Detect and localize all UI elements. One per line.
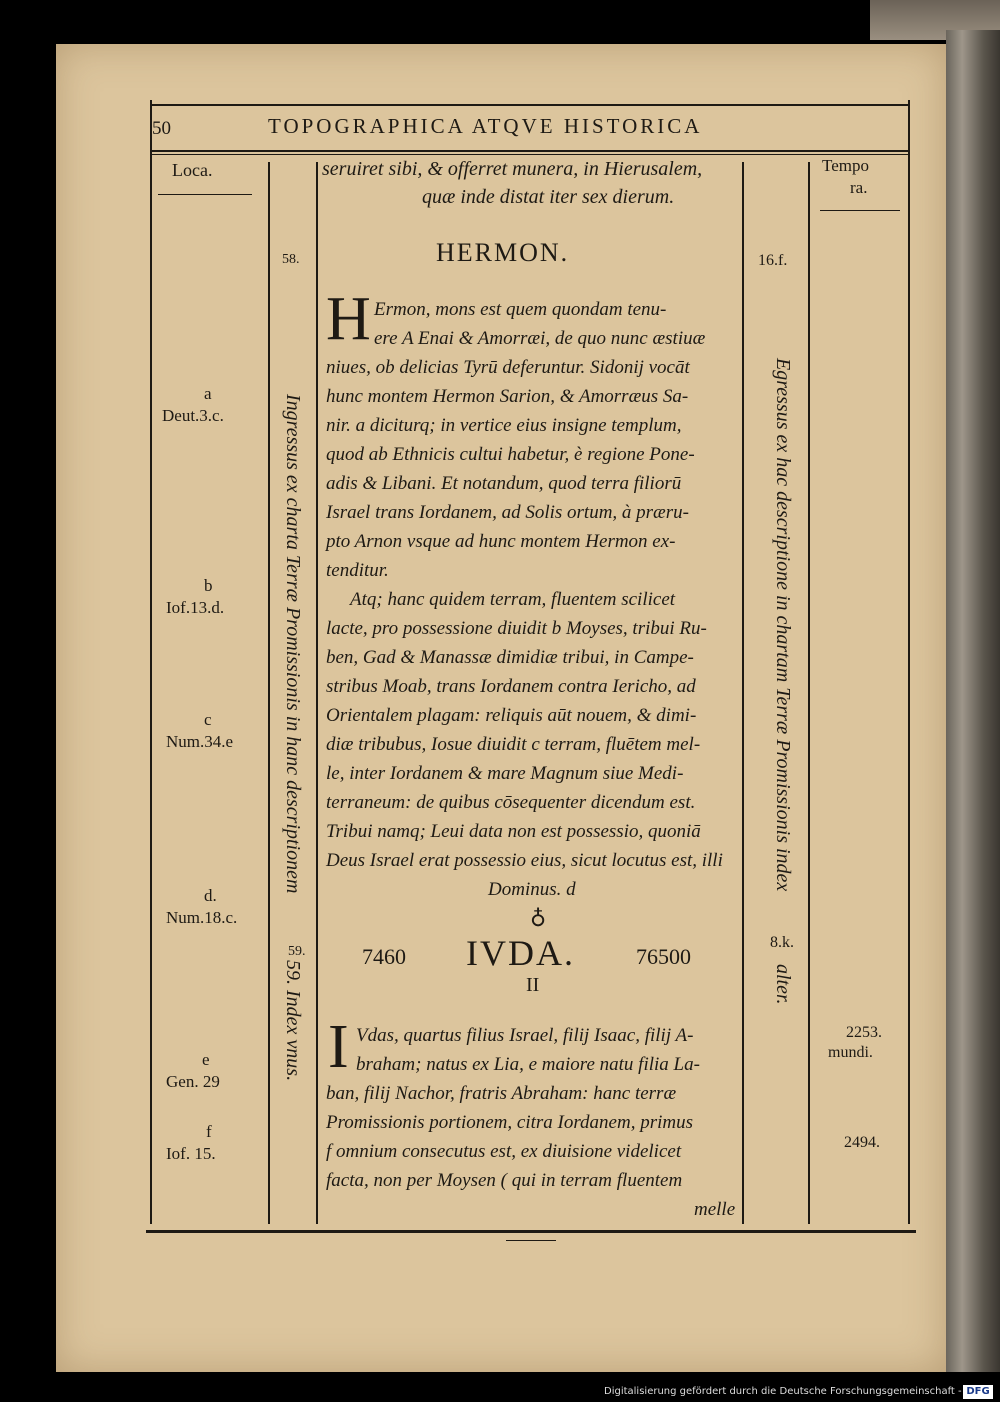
hermon-line: hunc montem Hermon Sarion, & Amorræus Sa-	[326, 386, 689, 407]
intro-line-1: seruiret sibi, & offerret munera, in Hierusalem,	[322, 158, 703, 180]
planet-symbol: ♁	[530, 906, 547, 931]
hermon-line: niues, ob delicias Tyrū deferuntur. Sidonij vocāt	[326, 357, 690, 378]
note-ref: Num.18.c.	[166, 908, 238, 927]
iuda-catchword: melle	[694, 1199, 736, 1220]
hermon-line: Orientalem plagam: reliquis aūt nouem, & dimi-	[326, 705, 697, 726]
iuda-number-left: 7460	[362, 944, 406, 969]
note-letter: c	[204, 710, 212, 729]
note-ref: Iof.13.d.	[166, 598, 225, 617]
hermon-drop-cap: H	[326, 285, 371, 353]
hermon-line: stribus Moab, trans Iordanem contra Iericho, ad	[326, 676, 696, 697]
loca-underline	[158, 194, 252, 195]
hermon-line: diæ tribubus, Iosue diuidit c terram, fluētem mel-	[326, 734, 701, 755]
note-ref: d.	[204, 886, 217, 905]
note-letter: b	[204, 576, 213, 595]
iuda-number-right: 76500	[636, 944, 691, 969]
book-edge-right	[946, 30, 1000, 1372]
hermon-line: Israel trans Iordanem, ad Solis ortum, à præru-	[326, 502, 689, 523]
col-rule-4	[808, 162, 810, 1224]
tempora-underline	[820, 210, 900, 211]
vertical-index-right-tail: alter.	[772, 964, 794, 1005]
hermon-line: adis & Libani. Et notandum, quod terra filiorū	[326, 473, 682, 494]
year-note: 2253.	[846, 1024, 882, 1041]
note-letter: e	[202, 1050, 210, 1069]
year-note-label: mundi.	[828, 1044, 873, 1061]
hermon-line: terraneum: de quibus cōsequenter dicendum est.	[326, 792, 696, 813]
column-label-tempora-1: Tempo	[822, 156, 869, 175]
year-note: 2494.	[844, 1134, 880, 1151]
dfg-logo: DFG	[963, 1385, 993, 1399]
hermon-line: pto Arnon vsque ad hunc montem Hermon ex-	[326, 531, 676, 552]
catchword-rule	[506, 1240, 556, 1241]
margin-number-16f: 16.f.	[758, 252, 788, 269]
margin-number-59: 59.	[288, 944, 306, 959]
iuda-line: Promissionis portionem, citra Iordanem, primus	[326, 1112, 693, 1133]
hermon-line: le, inter Iordanem & mare Magnum siue Medi-	[326, 763, 684, 784]
running-head: TOPOGRAPHICA ATQVE HISTORICA	[268, 114, 703, 138]
note-ref: Num.34.e	[166, 732, 234, 751]
col-rule-1	[268, 162, 270, 1224]
note-ref: Deut.3.c.	[162, 406, 224, 425]
note-ref: Iof. 15.	[166, 1144, 216, 1163]
iuda-roman: II	[526, 974, 540, 996]
hermon-line: nir. a diciturq; in vertice eius insigne templum,	[326, 415, 682, 436]
margin-number-58: 58.	[282, 252, 300, 267]
iuda-drop-cap: I	[328, 1013, 349, 1081]
header-rule	[150, 150, 910, 152]
hermon-line: Ermon, mons est quem quondam tenu-	[374, 299, 667, 320]
note-letter: f	[206, 1122, 212, 1141]
margin-number-8k: 8.k.	[770, 934, 794, 951]
hermon-line: ere A Enai & Amorræi, de quo nunc æstiuæ	[374, 328, 706, 349]
hermon-line: quod ab Ethnicis cultui habetur, è regione Pone-	[326, 444, 695, 465]
top-rule	[150, 104, 910, 106]
note-letter: a	[204, 384, 212, 403]
col-rule-3	[742, 162, 744, 1224]
hermon-line: Dominus. d	[488, 879, 576, 900]
iuda-line: Vdas, quartus filius Israel, filij Isaac, filij A-	[356, 1025, 694, 1046]
iuda-line: ban, filij Nachor, fratris Abraham: hanc terræ	[326, 1083, 677, 1104]
intro-line-2: quæ inde distat iter sex dierum.	[422, 186, 675, 208]
hermon-line: ben, Gad & Manassæ dimidiæ tribui, in Campe-	[326, 647, 694, 668]
digitization-footer: Digitalisierung gefördert durch die Deutsche Forschungsgemeinschaft -	[604, 1386, 962, 1397]
iuda-heading: IVDA.	[466, 933, 575, 973]
hermon-line: Atq; hanc quidem terram, fluentem scilicet	[350, 589, 676, 610]
book-page	[56, 44, 946, 1372]
page-number: 50	[152, 118, 171, 139]
frame-left	[150, 100, 152, 1224]
iuda-line: f omnium consecutus est, ex diuisione videlicet	[326, 1141, 682, 1162]
vertical-index-left-tail: 59. Index vnus.	[282, 960, 304, 1082]
hermon-heading: HERMON.	[436, 238, 570, 267]
hermon-line: Deus Israel erat possessio eius, sicut locutus est, illi	[326, 850, 723, 871]
bottom-rule	[146, 1230, 916, 1233]
note-ref: Gen. 29	[166, 1072, 220, 1091]
iuda-line: facta, non per Moysen ( qui in terram fluentem	[326, 1170, 683, 1191]
vertical-index-left: Ingressus ex charta Terræ Promissionis in hanc descriptionem	[282, 394, 304, 894]
vertical-index-right: Egressus ex hac descriptione in chartam Terræ Promissionis index	[772, 358, 794, 892]
iuda-line: braham; natus ex Lia, e maiore natu filia La-	[356, 1054, 700, 1075]
frame-right	[908, 100, 910, 1224]
col-rule-2	[316, 162, 318, 1224]
hermon-line: tenditur.	[326, 560, 389, 581]
column-label-loca: Loca.	[172, 160, 213, 180]
hermon-line: Tribui namq; Leui data non est possessio, quoniā	[326, 821, 701, 842]
hermon-line: lacte, pro possessione diuidit b Moyses, tribui Ru-	[326, 618, 707, 639]
column-label-tempora-2: ra.	[850, 178, 868, 197]
header-rule-thin	[150, 154, 910, 155]
